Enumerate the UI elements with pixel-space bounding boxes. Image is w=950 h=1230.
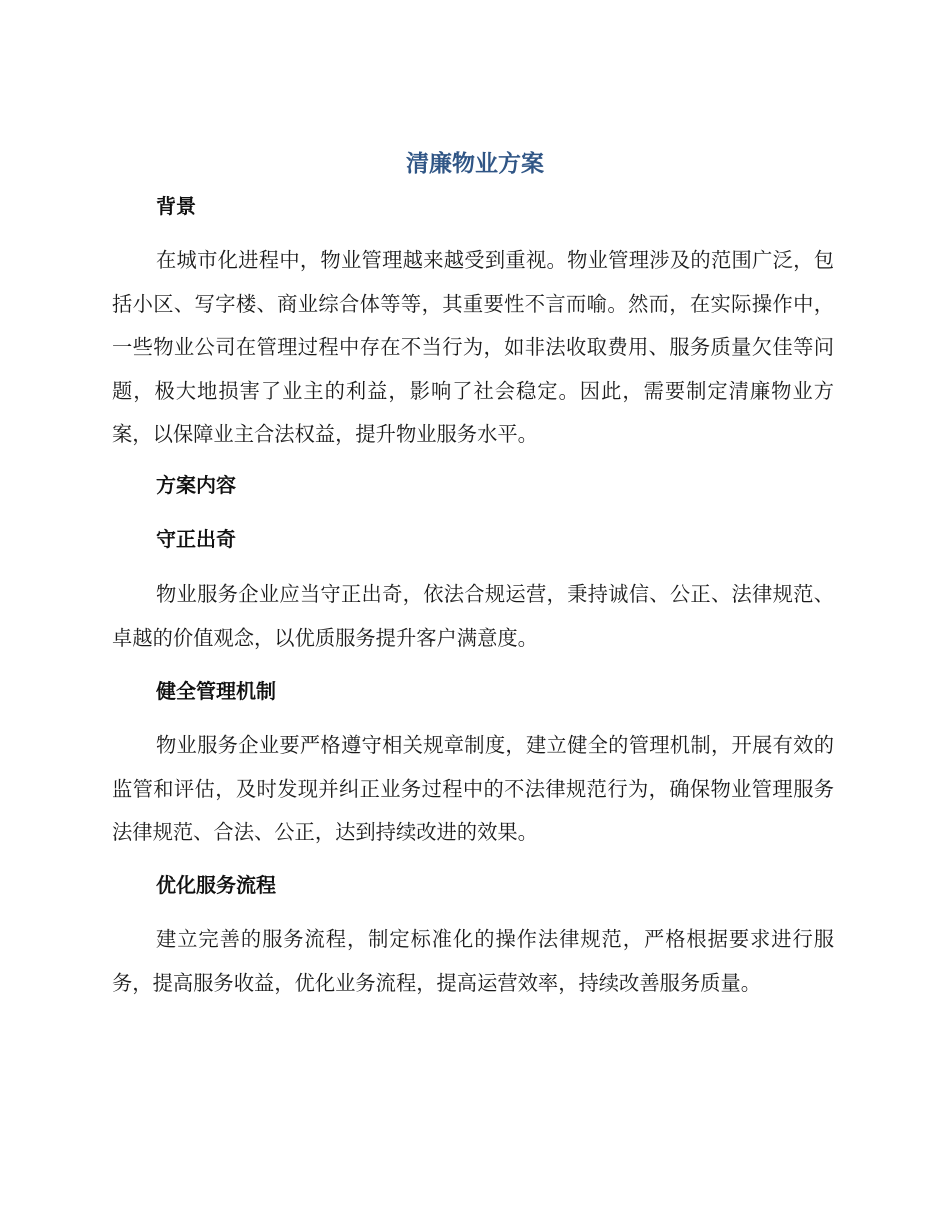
section-heading-integrity: 守正出奇 bbox=[156, 527, 236, 551]
section-paragraph-management-mechanism: 物业服务企业要严格遵守相关规章制度，建立健全的管理机制，开展有效的监管和评估，及时发现并纠正业务过程中的不法律规范行为，确保物业管理服务法律规范、合法、公正，达到持续改进的效果。 bbox=[112, 733, 834, 844]
document-title: 清廉物业方案 bbox=[406, 151, 544, 177]
section-paragraph-service-process: 建立完善的服务流程，制定标准化的操作法律规范，严格根据要求进行服务，提高服务收益，优化业务流程，提高运营效率，持续改善服务质量。 bbox=[112, 927, 834, 995]
section-heading-background: 背景 bbox=[156, 194, 196, 218]
section-paragraph-background: 在城市化进程中，物业管理越来越受到重视。物业管理涉及的范围广泛，包括小区、写字楼、商业综合体等等，其重要性不言而喻。然而，在实际操作中，一些物业公司在管理过程中存在不当行为，如非法收取费用、服务质量欠佳等问题，极大地损害了业主的利益，影响了社会稳定。因此，需要制定清廉物业方案，以保障业主合法权益，提升物业服务水平。 bbox=[112, 248, 834, 446]
section-heading-service-process: 优化服务流程 bbox=[156, 873, 276, 897]
section-paragraph-integrity: 物业服务企业应当守正出奇，依法合规运营，秉持诚信、公正、法律规范、卓越的价值观念，以优质服务提升客户满意度。 bbox=[112, 582, 834, 650]
section-heading-plan-content: 方案内容 bbox=[156, 473, 236, 497]
section-heading-management-mechanism: 健全管理机制 bbox=[156, 679, 276, 703]
